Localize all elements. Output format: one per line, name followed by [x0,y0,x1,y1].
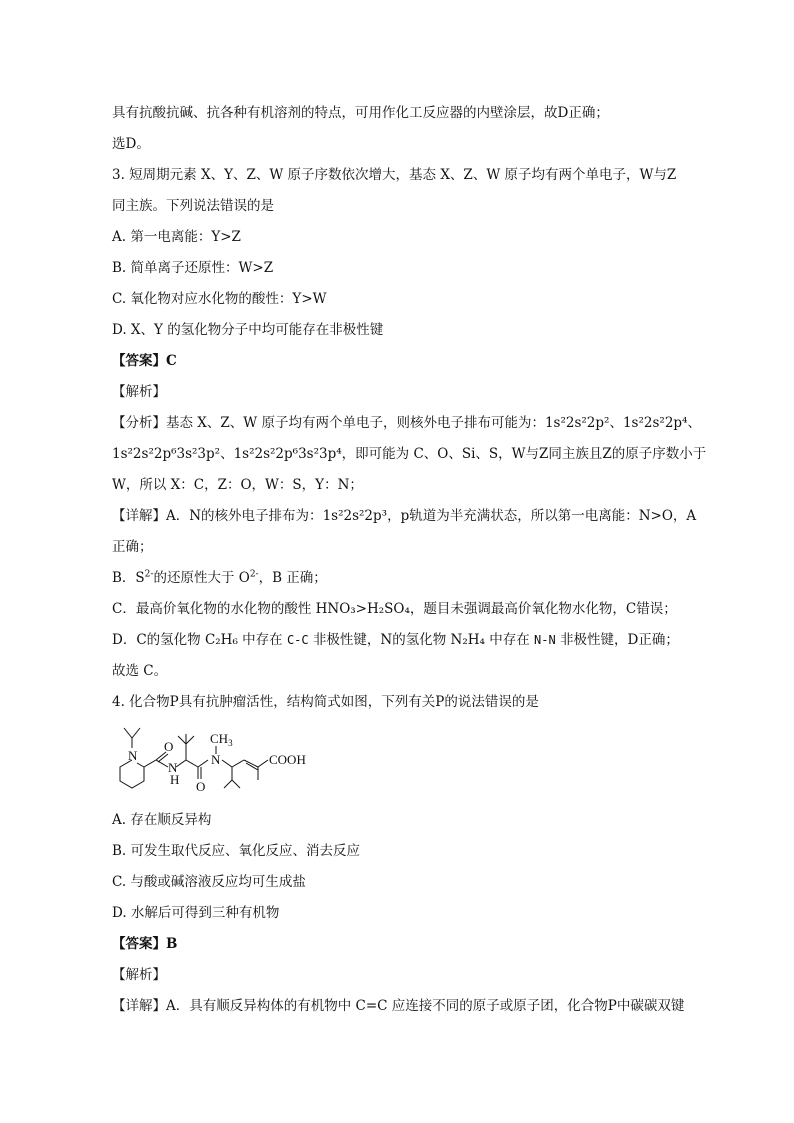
amide-h-label: H [170,772,180,787]
fenxi-tag: 【分析】 [112,415,166,431]
answer-label: 【答案】B [112,936,178,952]
detail-text: ，p轨道为半充满状态，所以第一电离能：N>O，A [387,508,697,524]
detail-text: A．N的核外电子排布为： [166,508,323,524]
text-line: 选D。 [112,136,150,152]
separator: 、 [609,415,623,431]
fenxi-text: 基态 X、Z、W 原子均有两个单电子，则核外电子排布可能为： [166,415,545,431]
detail-line [112,568,712,588]
option-a: A. 第一电离能：Y>Z [112,229,241,245]
question-3-stem: 3. 短周期元素 X、Y、Z、W 原子序数依次增大，基态 X、Z、W 原子均有两个单电子，W与Z [112,167,677,183]
detail-tag: 【详解】 [112,508,166,524]
option-d: D. 水解后可得到三种有机物 [112,905,280,921]
answer-label: 【答案】C [112,353,177,369]
detail-text: 非极性键，N的氢化物 N₂H₄ 中存在 [308,632,535,648]
analysis-label: 【解析】 [112,384,166,400]
fenxi-text: ，即可能为 C、O、Si、S，W与Z同主族且Z的原子序数小于 [341,446,707,462]
detail-line: 故选 C。 [112,663,168,679]
detail-text: D．C的氢化物 C₂H₆ 中存在 [112,632,287,648]
option-b: B. 简单离子还原性：W>Z [112,260,274,276]
option-b: B. 可发生取代反应、氧化反应、消去反应 [112,843,361,859]
o-ion-charge: 2- [249,569,259,580]
carboxyl-label: COOH [269,752,306,767]
detail-text: B．S [112,570,145,586]
option-d: D. X、Y 的氢化物分子中均可能存在非极性键 [112,322,384,338]
bond-nn: N-N [534,633,556,647]
oxygen-label-2: O [196,779,206,794]
question-4-stem: 4. 化合物P具有抗肿瘤活性，结构简式如图，下列有关P的说法错误的是 [112,694,539,710]
text-line: 具有抗酸抗碱、抗各种有机溶剂的特点，可用作化工反应器的内壁涂层，故D正确； [112,105,609,121]
option-a: A. 存在顺反异构 [112,812,212,828]
oxygen-label-1: O [164,739,174,754]
detail-text: 非极性键，D正确； [555,632,679,648]
detail-tag: 【详解】 [112,998,166,1014]
config-o: 1s²2s²2p⁴ [622,415,688,431]
s-ion-charge: 2- [144,569,154,580]
amide-n-label: N [168,760,178,775]
config-s: 1s²2s²2p⁶3s²3p⁴ [233,446,342,462]
methyl-label: $CH_3$ [210,731,233,748]
separator: 、 [220,446,234,462]
analysis-label: 【解析】 [112,967,166,983]
detail-line [112,630,712,650]
question-3-stem-cont: 同主族。下列说法错误的是 [112,198,274,214]
option-c: C. 氧化物对应水化物的酸性：Y>W [112,291,327,307]
analysis-line: W，所以 X：C，Z：O，W：S，Y：N； [112,477,363,493]
detail-line: C．最高价氧化物的水化物的酸性 HNO₃>H₂SO₄，题目未强调最高价氧化物水化物，C错误； [112,601,677,617]
detail-text: A．具有顺反异构体的有机物中 C=C 应连接不同的原子或原子团，化合物P中碳碳双键 [166,998,685,1014]
config-n: 1s²2s²2p³ [322,508,388,524]
detail-text: ，B 正确； [258,570,327,586]
detail-text: 的还原性大于 O [153,570,250,586]
detail-line [112,996,712,1016]
separator: 、 [687,415,701,431]
methyl-n-label: N [211,752,221,767]
structural-formula [112,724,342,806]
detail-line: 正确； [112,539,153,555]
config-c: 1s²2s²2p² [544,415,610,431]
config-si: 1s²2s²2p⁶3s²3p² [112,446,221,462]
analysis-line [112,413,712,433]
bond-cc: C-C [286,633,309,647]
ring-n-label: N [128,748,138,763]
analysis-line [112,444,712,464]
option-c: C. 与酸或碱溶液反应均可生成盐 [112,874,306,890]
detail-line [112,506,712,526]
